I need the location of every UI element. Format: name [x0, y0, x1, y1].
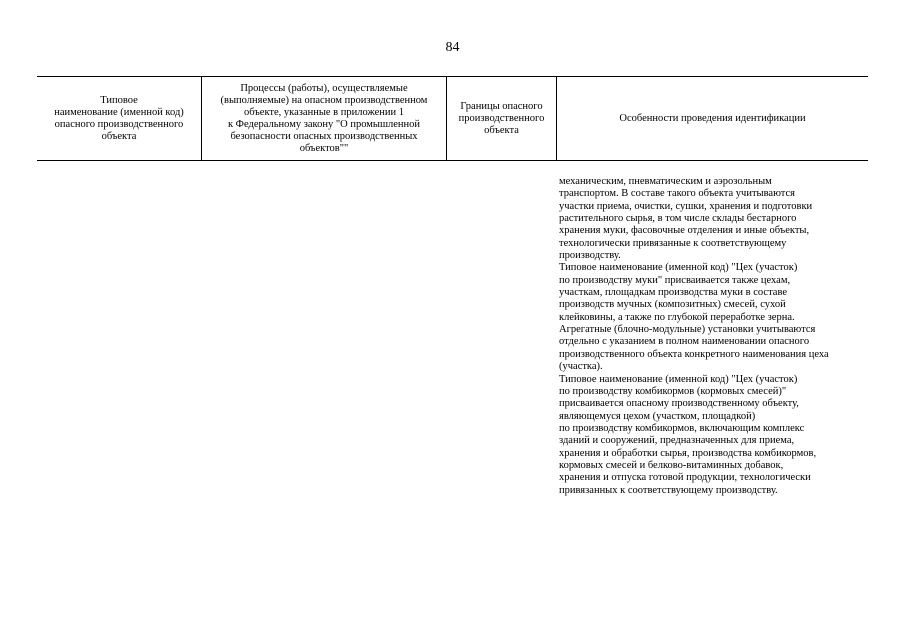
- table-header-row: [37, 76, 868, 161]
- header-cell-object-name: Типовое наименование (именной код) опасного производственного объекта: [54, 94, 184, 142]
- header-cell-processes: Процессы (работы), осуществляемые (выполняемые) на опасном производственном объекте, указанные в приложении 1 к Федеральному закону "О промышленной безопасности опасных производственных объектов"": [201, 77, 446, 160]
- page-number: 84: [445, 40, 460, 55]
- header-cell-identification-features: Особенности проведения идентификации: [556, 77, 868, 160]
- header-cell-boundaries: Границы опасного производственного объекта: [446, 77, 556, 160]
- identification-features-text: механическим, пневматическим и аэрозольным транспортом. В составе такого объекта учитываются участки приема, очистки, сушки, хранения и подготовки растительного сырья, в том числе склады бестарного хранения муки, фасовочные отделения и иные объекты, технологически привязанные к соответствующему производству. Типовое наименование (именной код) "Цех (участок) по производству муки" присваивается также цехам, участкам, площадкам производства муки в составе производств мучных (композитных) смесей, сухой клейковины, а также по глубокой переработке зерна. Агрегатные (блочно-модульные) установки учитываются отдельно с указанием в полном наименовании опасного производственного объекта конкретного наименования цеха (участка). Типовое наименование (именной код) "Цех (участок) по производству комбикормов (кормовых смесей)" присваивается опасному производственному объекту, являющемуся цехом (участком, площадкой) по производству комбикормов, включающим комплекс зданий и сооружений, предназначенных для приема, хранения и обработки сырья, производства комбикормов, кормовых смесей и белково-витаминных добавок, хранения и отпуска готовой продукции, технологически привязанных к соответствующему производству.: [559, 176, 829, 496]
